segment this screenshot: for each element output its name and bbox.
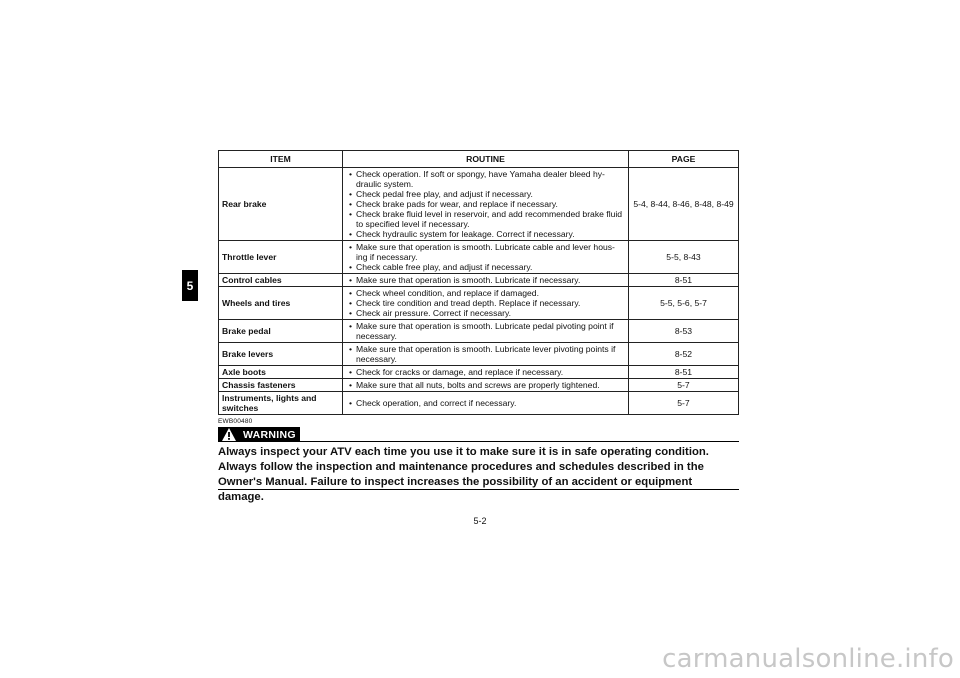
table-row — [219, 392, 739, 415]
page-number: 5-2 — [473, 516, 487, 526]
routine-step: • Make sure that operation is smooth. Lubricate if necessary. — [346, 275, 625, 285]
row-routine — [343, 168, 629, 241]
row-item: Chassis fasteners — [219, 379, 343, 392]
routine-list — [346, 321, 625, 341]
routine-step: • Make sure that operation is smooth. Lubricate cable and lever hous-ing if necessary. — [346, 242, 625, 262]
row-item: Brake levers — [219, 343, 343, 366]
row-routine — [343, 274, 629, 287]
header-item: ITEM — [219, 151, 343, 168]
row-page: 8-52 — [629, 343, 739, 366]
row-item: Rear brake — [219, 168, 343, 241]
routine-list — [346, 367, 625, 377]
row-routine — [343, 379, 629, 392]
routine-list — [346, 380, 625, 390]
warning-bottom-rule — [218, 489, 739, 490]
routine-step: • Check pedal free play, and adjust if necessary. — [346, 189, 625, 199]
row-page: 5-7 — [629, 392, 739, 415]
row-routine — [343, 287, 629, 320]
routine-step: • Check brake fluid level in reservoir, and add recommended brake fluid to specified level if necessary. — [346, 209, 625, 229]
table-row — [219, 343, 739, 366]
row-item: Brake pedal — [219, 320, 343, 343]
routine-step: • Check tire condition and tread depth. Replace if necessary. — [346, 298, 625, 308]
routine-step: • Check operation. If soft or spongy, have Yamaha dealer bleed hy-draulic system. — [346, 169, 625, 189]
routine-step: • Make sure that operation is smooth. Lubricate lever pivoting points if necessary. — [346, 344, 625, 364]
watermark: carmanualsonline.info — [662, 644, 954, 674]
row-page: 5-5, 5-6, 5-7 — [629, 287, 739, 320]
table-row — [219, 241, 739, 274]
routine-list — [346, 398, 625, 408]
warning-label: WARNING — [243, 428, 296, 441]
table-row — [219, 379, 739, 392]
row-page: 5-5, 8-43 — [629, 241, 739, 274]
routine-step: • Check hydraulic system for leakage. Correct if necessary. — [346, 229, 625, 239]
row-page: 5-7 — [629, 379, 739, 392]
warning-text: Always inspect your ATV each time you use it to make sure it is in safe operating condition. Always follow the inspection and maintenance procedures and schedules described in the Owner's Manual. Failure to inspect increases the possibility of an accident or equipment damage. — [218, 446, 709, 503]
header-routine: ROUTINE — [343, 151, 629, 168]
routine-step: • Check wheel condition, and replace if damaged. — [346, 288, 625, 298]
routine-list — [346, 344, 625, 364]
row-page: 5-4, 8-44, 8-46, 8-48, 8-49 — [629, 168, 739, 241]
row-item: Axle boots — [219, 366, 343, 379]
row-page: 8-53 — [629, 320, 739, 343]
row-item: Instruments, lights and switches — [219, 392, 343, 415]
routine-step: • Make sure that all nuts, bolts and screws are properly tightened. — [346, 380, 625, 390]
table-row — [219, 274, 739, 287]
row-item: Control cables — [219, 274, 343, 287]
row-routine — [343, 366, 629, 379]
warning-rule — [300, 441, 739, 442]
routine-step: • Check cable free play, and adjust if necessary. — [346, 262, 625, 272]
row-routine — [343, 392, 629, 415]
routine-step: • Check air pressure. Correct if necessary. — [346, 308, 625, 318]
table-row — [219, 168, 739, 241]
routine-list — [346, 169, 625, 239]
row-routine — [343, 320, 629, 343]
row-page: 8-51 — [629, 366, 739, 379]
routine-step: • Check for cracks or damage, and replace if necessary. — [346, 367, 625, 377]
row-routine — [343, 241, 629, 274]
table-body — [219, 168, 739, 415]
warning-badge — [218, 427, 300, 442]
routine-list — [346, 275, 625, 285]
table-row — [219, 287, 739, 320]
routine-list — [346, 288, 625, 318]
inspection-table — [218, 150, 739, 415]
table-row — [219, 320, 739, 343]
warning-code: EWB00480 — [218, 418, 253, 425]
row-item: Wheels and tires — [219, 287, 343, 320]
routine-step: • Make sure that operation is smooth. Lubricate pedal pivoting point if necessary. — [346, 321, 625, 341]
row-routine — [343, 343, 629, 366]
section-tab: 5 — [182, 270, 198, 301]
warning-triangle-icon — [221, 427, 237, 442]
header-page: PAGE — [629, 151, 739, 168]
routine-step: • Check brake pads for wear, and replace if necessary. — [346, 199, 625, 209]
routine-list — [346, 242, 625, 272]
routine-step: • Check operation, and correct if necessary. — [346, 398, 625, 408]
row-item: Throttle lever — [219, 241, 343, 274]
table-row — [219, 366, 739, 379]
table-header-row — [219, 151, 739, 168]
row-page: 8-51 — [629, 274, 739, 287]
